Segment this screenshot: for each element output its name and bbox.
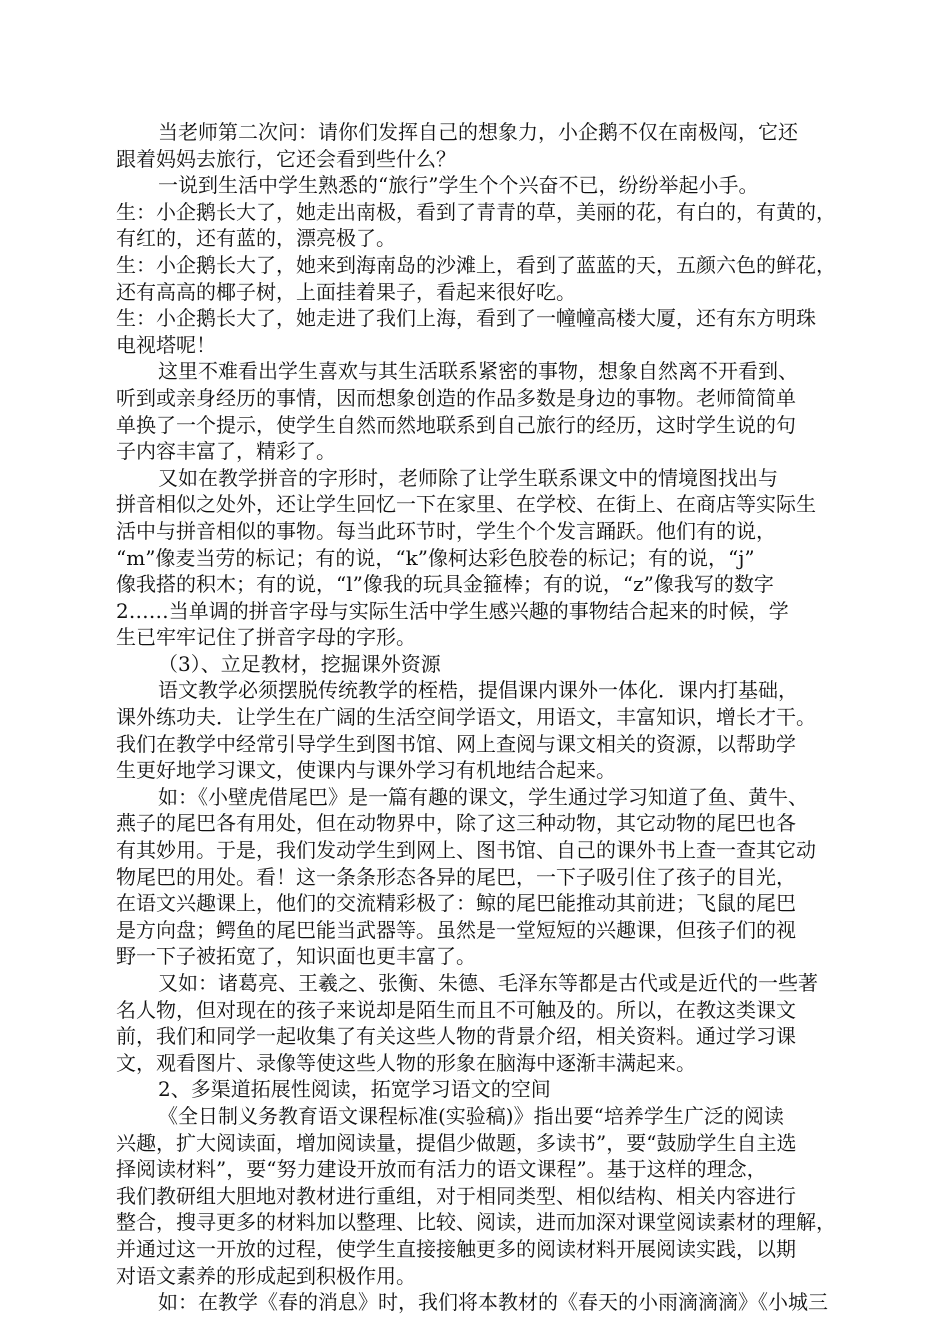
text-line: 生更好地学习课文，使课内与课外学习有机地结合起来。	[116, 758, 616, 783]
text-line: 拼音相似之处外，还让学生回忆一下在家里、在学校、在街上、在商店等实际生	[116, 492, 816, 517]
text-line: 并通过这一开放的过程，使学生直接接触更多的阅读材料开展阅读实践，以期	[116, 1236, 796, 1261]
text-line: 语文教学必须摆脱传统教学的桎梏，提倡课内课外一体化．课内打基础，	[158, 678, 798, 703]
text-line: 生已牢牢记住了拼音字母的字形。	[116, 625, 416, 650]
text-line: 一说到生活中学生熟悉的“旅行”学生个个兴奋不已，纷纷举起小手。	[158, 173, 759, 198]
text-line: 当老师第二次问：请你们发挥自己的想象力，小企鹅不仅在南极闯，它还	[158, 120, 798, 144]
text-line: 物尾巴的用处。看！这一条条形态各异的尾巴，一下子吸引住了孩子的目光，	[116, 864, 796, 889]
text-line: 生：小企鹅长大了，她走出南极，看到了青青的草，美丽的花，有白的，有黄的，	[116, 199, 836, 224]
text-line: 生：小企鹅长大了，她走进了我们上海，看到了一幢幢高楼大厦，还有东方明珠	[116, 306, 816, 331]
text-line: 还有高高的椰子树，上面挂着果子，看起来很好吃。	[116, 279, 576, 304]
text-line: 兴趣，扩大阅读面，增加阅读量，提倡少做题，多读书”，要“鼓励学生自主选	[116, 1130, 797, 1155]
document-page	[116, 119, 838, 1316]
text-line: 有其妙用。于是，我们发动学生到网上、图书馆、自己的课外书上查一查其它动	[116, 838, 816, 863]
text-line: （3）、立足教材，挖掘课外资源	[158, 651, 441, 676]
text-line: 在语文兴趣课上，他们的交流精彩极了：鲸的尾巴能推动其前进；飞鼠的尾巴	[116, 891, 796, 916]
text-line: 如：在教学《春的消息》时，我们将本教材的《春天的小雨滴滴滴》《小城三	[158, 1290, 828, 1315]
text-line: 整合，搜寻更多的材料加以整理、比较、阅读，进而加深对课堂阅读素材的理解，	[116, 1210, 836, 1235]
text-line: 这里不难看出学生喜欢与其生活联系紧密的事物，想象自然离不开看到、	[158, 359, 798, 384]
text-line: 像我搭的积木；有的说，“l”像我的玩具金箍棒；有的说，“z”像我写的数字	[116, 572, 774, 597]
text-line: 文，观看图片、录像等使这些人物的形象在脑海中逐渐丰满起来。	[116, 1050, 696, 1075]
text-line: 单换了一个提示，使学生自然而然地联系到自己旅行的经历，这时学生说的句	[116, 412, 796, 437]
text-line: 2、多渠道拓展性阅读，拓宽学习语文的空间	[158, 1077, 551, 1102]
text-line: 电视塔呢！	[116, 332, 216, 357]
text-line: 活中与拼音相似的事物。每当此环节时，学生个个发言踊跃。他们有的说，	[116, 518, 776, 543]
text-line: 如：《小壁虎借尾巴》是一篇有趣的课文，学生通过学习知道了鱼、黄牛、	[158, 784, 808, 809]
text-line: 我们在教学中经常引导学生到图书馆、网上查阅与课文相关的资源，以帮助学	[116, 731, 796, 756]
text-line: 生：小企鹅长大了，她来到海南岛的沙滩上，看到了蓝蓝的天，五颜六色的鲜花，	[116, 252, 836, 277]
text-line: 有红的，还有蓝的，漂亮极了。	[116, 226, 396, 251]
text-line: 子内容丰富了，精彩了。	[116, 439, 336, 464]
text-line: 前，我们和同学一起收集了有关这些人物的背景介绍，相关资料。通过学习课	[116, 1024, 796, 1049]
text-line: 2……当单调的拼音字母与实际生活中学生感兴趣的事物结合起来的时候，学	[116, 598, 789, 623]
text-line: “m”像麦当劳的标记；有的说，“k”像柯达彩色胶卷的标记；有的说，“j”	[116, 545, 755, 570]
text-line: 又如在教学拼音的字形时，老师除了让学生联系课文中的情境图找出与	[158, 465, 778, 490]
text-line: 听到或亲身经历的事情，因而想象创造的作品多数是身边的事物。老师简简单	[116, 385, 796, 410]
text-line: 《全日制义务教育语文课程标准(实验稿)》指出要“培养学生广泛的阅读	[158, 1103, 784, 1128]
text-line: 跟着妈妈去旅行，它还会看到些什么？	[116, 146, 456, 171]
text-line: 又如：诸葛亮、王羲之、张衡、朱德、毛泽东等都是古代或是近代的一些著	[158, 971, 818, 995]
text-line: 燕子的尾巴各有用处，但在动物界中，除了这三种动物，其它动物的尾巴也各	[116, 811, 796, 836]
text-line: 对语文素养的形成起到积极作用。	[116, 1263, 416, 1288]
text-line: 我们教研组大胆地对教材进行重组，对于相同类型、相似结构、相关内容进行	[116, 1183, 796, 1208]
text-line: 择阅读材料”，要“努力建设开放而有活力的语文课程”。基于这样的理念，	[116, 1157, 767, 1182]
text-line: 名人物，但对现在的孩子来说却是陌生而且不可触及的。所以，在教这类课文	[116, 997, 796, 1022]
text-line: 野一下子被拓宽了，知识面也更丰富了。	[116, 944, 476, 969]
text-line: 是方向盘；鳄鱼的尾巴能当武器等。虽然是一堂短短的兴趣课，但孩子们的视	[116, 917, 796, 942]
text-line: 课外练功夫．让学生在广阔的生活空间学语文，用语文，丰富知识，增长才干。	[116, 705, 816, 730]
